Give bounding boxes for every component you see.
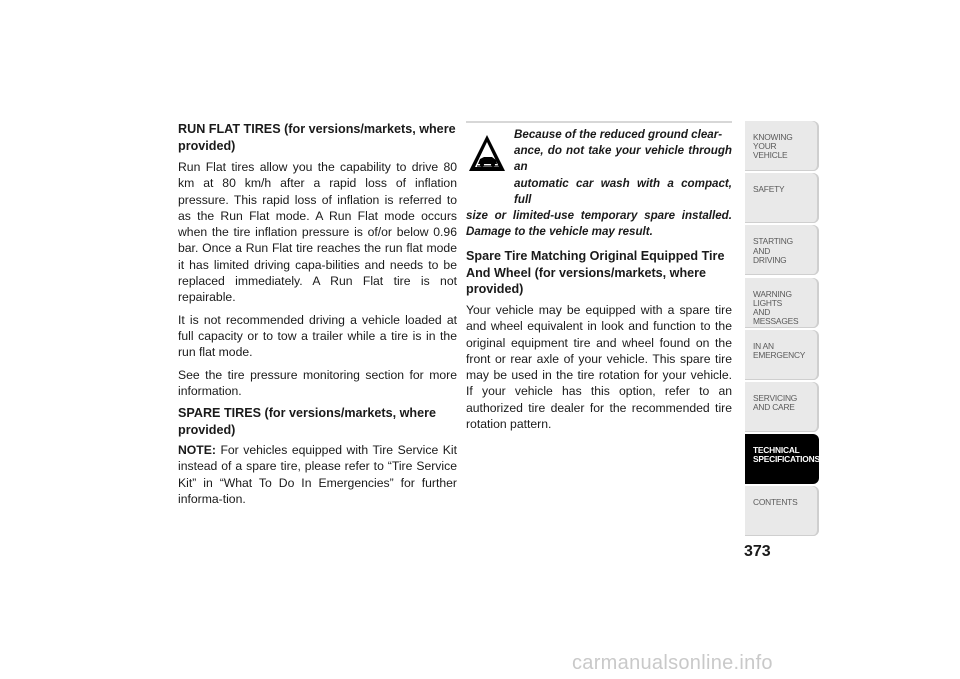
section-tab-starting-and-driving[interactable] (745, 225, 819, 275)
note-label: NOTE: (178, 443, 216, 458)
warning-continuation: size or limited-use temporary spare installed. Damage to the vehicle may result. (466, 209, 732, 239)
section-tab-label: IN AN (753, 340, 774, 351)
section-tab-warning-lights-and-messages[interactable] (745, 278, 819, 328)
run-flat-paragraph: Run Flat tires allow you the capability to drive 80 km at 80 km/h after a rapid loss of inflation pressure. This rapid loss of inflation is referred to as the Run Flat mode. A Run Flat mode occurs when the tire inflation pressure is of/or below 0.96 bar. Once a Run Flat tire reaches the run flat mode it has limited driving capa-bilities and needs to be replaced immediately. A Run Flat tire is not repairable. (178, 160, 457, 305)
run-flat-heading (178, 121, 457, 154)
section-tab-label: AND (753, 306, 771, 317)
warning-line-1: Because of the reduced ground clear- (514, 128, 723, 141)
section-tab-label: SERVICING (753, 392, 798, 403)
section-tab-label: EMERGENCY (753, 349, 806, 360)
section-tab-technical-specifications[interactable] (745, 434, 819, 484)
tire-pressure-reference: See the tire pressure monitoring section for more information. (178, 367, 457, 398)
section-tab-label: DRIVING (753, 254, 787, 265)
section-tab-label: AND (753, 245, 771, 256)
section-tab-label: LIGHTS (753, 297, 783, 308)
run-flat-towing-paragraph: It is not recommended driving a vehicle loaded at full capacity or to tow a trailer while a tire is in the run flat mode. (178, 312, 457, 360)
warning-line-3: automatic car wash with a compact, full (514, 176, 732, 206)
section-tab-knowing-your-vehicle[interactable] (745, 121, 819, 171)
section-tab-contents[interactable] (745, 486, 819, 536)
note-text: For vehicles equipped with Tire Service Kit instead of a spare tire, please refer to “Tire Service Kit” in “What To Do In Emergencies” for further informa-tion. (178, 443, 457, 507)
spare-matching-paragraph: Your vehicle may be equipped with a spare tire and wheel equivalent in look and function to the original equipment tire and wheel found on the front or rear axle of your vehicle. This spare tire may be used in the tire rotation for your vehicle. If your vehicle has this option, refer to an authorized tire dealer for the recommended tire rotation pattern. (466, 302, 732, 431)
section-tab-label: VEHICLE (753, 150, 788, 161)
spare-matching-heading: Spare Tire Matching Original Equipped Tire And Wheel (for versions/markets, where provided) (466, 249, 725, 297)
right-column (466, 121, 732, 438)
spare-tires-heading: SPARE TIRES (for versions/markets, where provided) (178, 406, 437, 437)
section-tab-label: KNOWING (753, 132, 793, 142)
section-tab-label: MESSAGES (753, 316, 799, 327)
section-tab-safety[interactable] (745, 173, 819, 223)
section-tabs (745, 121, 819, 539)
warning-line-2: ance, do not take your vehicle through an (514, 144, 732, 174)
car-wash-warning-icon (466, 131, 508, 177)
section-tab-label: SPECIFICATIONS (753, 454, 820, 465)
section-tab-label: SAFETY (753, 184, 785, 195)
section-tab-label: AND CARE (753, 402, 795, 413)
section-tab-label: WARNING (753, 288, 792, 299)
note-paragraph (178, 442, 457, 507)
watermark: carmanualsonline.info (572, 652, 773, 674)
section-tab-label: TECHNICAL (753, 445, 800, 456)
section-tab-label: CONTENTS (753, 497, 798, 508)
section-tab-label: STARTING (753, 236, 793, 247)
section-tab-in-an-emergency[interactable] (745, 330, 819, 380)
car-wash-warning (466, 121, 732, 240)
page-number: 373 (744, 543, 771, 560)
left-column (178, 121, 457, 513)
section-tab-servicing-and-care[interactable] (745, 382, 819, 432)
run-flat-heading-rest: (for versions/markets, where provided) (178, 122, 456, 153)
run-flat-heading-main: RUN FLAT TIRES (178, 122, 281, 136)
section-tab-label: YOUR (753, 141, 777, 152)
